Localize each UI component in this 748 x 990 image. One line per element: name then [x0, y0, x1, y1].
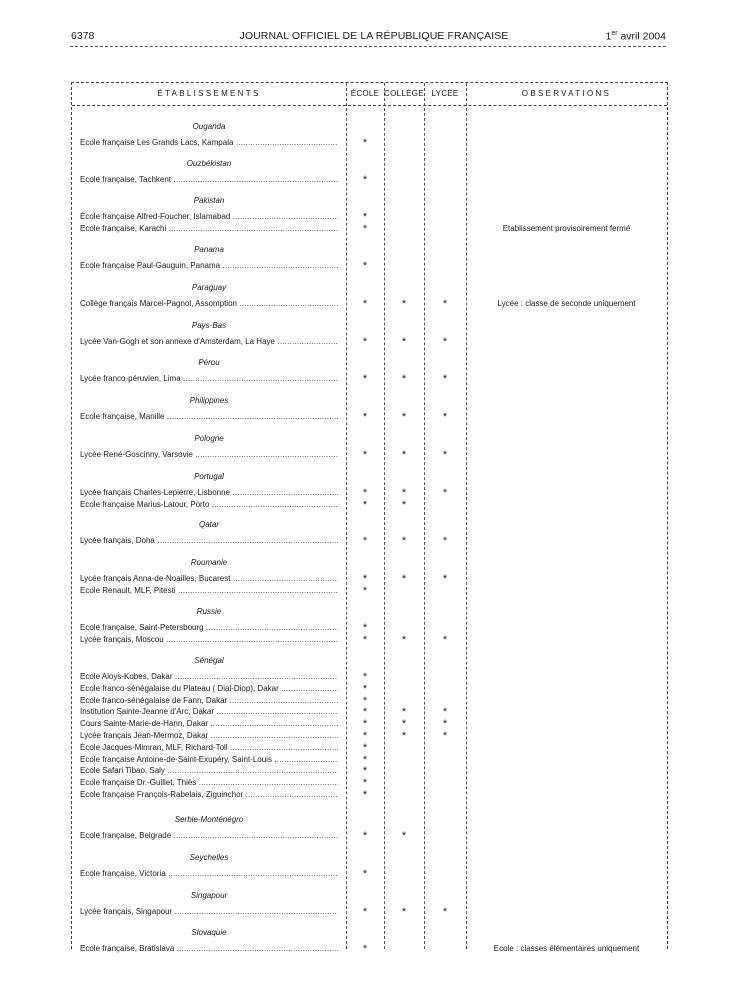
lycee-mark: *	[442, 906, 448, 918]
establishment-name: Ecole française, Victoria .....	[80, 868, 338, 879]
establishment-name: École française Alfred-Foucher, Islamabad .....	[80, 211, 338, 222]
country-heading: Pérou	[198, 358, 220, 367]
establishment-name: Ecole franco-sénégalaise de Fann, Dakar .....	[80, 695, 338, 706]
ecole-mark: *	[362, 174, 368, 186]
ecole-mark: *	[362, 906, 368, 918]
country-heading: Seychelles	[189, 853, 229, 862]
page-number: 6378	[71, 30, 95, 42]
ecole-mark: *	[362, 943, 368, 955]
ecole-mark: *	[362, 498, 368, 511]
college-mark: *	[401, 336, 407, 348]
ecole-mark: *	[362, 671, 368, 683]
column-header-observations: OBSERVATIONS	[521, 89, 612, 98]
ecole-mark: *	[362, 830, 368, 842]
lycee-mark: *	[442, 449, 448, 461]
establishment-name: Lycée Van-Gogh et son annexe d'Amsterdam, La Haye .....	[80, 336, 338, 347]
college-mark: *	[401, 498, 407, 511]
ecole-mark: *	[362, 373, 368, 385]
lycee-mark: *	[442, 573, 448, 585]
ecole-mark: *	[362, 718, 368, 731]
college-mark: *	[401, 373, 407, 385]
establishment-name: Ecole Aloys-Kobes, Dakar .....	[80, 671, 338, 682]
ecole-mark: *	[362, 260, 368, 272]
country-heading: Portugal	[194, 472, 224, 481]
college-mark: *	[401, 830, 407, 842]
lycee-mark: *	[442, 373, 448, 385]
date-rest: avril 2004	[617, 30, 666, 43]
ecole-mark: *	[362, 622, 368, 634]
date-day: 1	[605, 30, 612, 43]
establishments-table	[71, 82, 668, 955]
lycee-mark: *	[442, 718, 448, 731]
college-mark: *	[401, 411, 407, 423]
country-heading: Roumanie	[190, 558, 228, 567]
establishment-name: Ecole française, Karachi .....	[80, 223, 338, 234]
lycee-mark: *	[442, 633, 448, 646]
ecole-mark: *	[362, 584, 368, 597]
college-mark: *	[401, 487, 407, 499]
country-heading: Qatar	[198, 520, 219, 529]
country-heading: Slovaquie	[191, 928, 227, 937]
column-header-lycee: LYCÉE	[431, 89, 459, 98]
college-mark: *	[401, 298, 407, 310]
journal-title: JOURNAL OFFICIEL DE LA RÉPUBLIQUE FRANÇAISE	[239, 30, 509, 42]
establishment-name: Ecole française Antoine-de-Saint-Exupéry, Saint-Louis .....	[80, 754, 338, 765]
lycee-mark: *	[442, 336, 448, 348]
establishment-name: Ecole française François-Rabelais, Ziguinchor .....	[80, 789, 338, 800]
issue-date	[605, 30, 666, 43]
establishment-name: Ecole française Dr.-Guillet, Thiès .....	[80, 777, 338, 788]
establishment-name: Ecole française, Saint-Petersbourg .....	[80, 622, 338, 633]
establishment-name: Lycée français Anna-de-Noailles, Bucarest .....	[80, 573, 338, 584]
college-mark: *	[401, 633, 407, 646]
establishment-name: Lycée français Jean-Mermoz, Dakar .....	[80, 730, 338, 741]
ecole-mark: *	[362, 449, 368, 461]
country-heading: Pays-Bas	[191, 321, 227, 330]
establishment-name: Ecole française, Tachkent .....	[80, 174, 338, 185]
country-heading: Russie	[196, 607, 222, 616]
establishment-name: Lycée René-Goscinny, Varsovie .....	[80, 449, 338, 460]
ecole-mark: *	[362, 753, 368, 766]
country-heading: Pakistan	[193, 196, 225, 205]
country-heading: Pologne	[194, 434, 224, 443]
establishment-name: École Jacques-Mimran, MLF, Richard-Toll .....	[80, 742, 338, 753]
lycee-mark: *	[442, 487, 448, 499]
establishment-name: Lycée français Charles-Lepierre, Lisbonne .....	[80, 487, 338, 498]
ecole-mark: *	[362, 411, 368, 423]
establishment-name: Lycée français, Doha .....	[80, 535, 338, 546]
establishment-name: Ecole française, Manille .....	[80, 411, 338, 422]
college-mark: *	[401, 906, 407, 918]
establishment-name: Collège français Marcel-Pagnol, Assomption .....	[80, 298, 338, 309]
country-heading: Philippines	[189, 396, 229, 405]
country-heading: Singapour	[190, 891, 228, 900]
college-mark: *	[401, 706, 407, 719]
establishment-name: Ecole franco-sénégalaise du Plateau ( Dial-Diop), Dakar .....	[80, 683, 338, 694]
ecole-mark: *	[362, 730, 368, 742]
ecole-mark: *	[362, 336, 368, 348]
ecole-mark: *	[362, 573, 368, 585]
establishment-name: Ecole française Les Grands Lacs, Kampala .....	[80, 137, 338, 148]
header-rule	[70, 46, 666, 47]
ecole-mark: *	[362, 487, 368, 499]
country-heading: Ouzbékistan	[186, 159, 232, 168]
observation-text: Etablissement provisoirement fermé	[502, 223, 631, 233]
establishment-name: Cours Sainte-Marie-de-Hann, Dakar .....	[80, 718, 338, 729]
country-heading: Serbie-Monténégro	[174, 815, 244, 824]
observation-text: Lycée : classe de seconde uniquement	[497, 299, 636, 308]
establishment-name: Ecole Safari Tibao, Saly .....	[80, 765, 338, 776]
lycee-mark: *	[442, 411, 448, 423]
ecole-mark: *	[362, 777, 368, 790]
lycee-mark: *	[442, 706, 448, 719]
establishment-name: Lycée français, Singapour .....	[80, 906, 338, 917]
ecole-mark: *	[362, 765, 368, 778]
column-header-ecole: ÉCOLE	[350, 89, 380, 98]
ecole-mark: *	[362, 682, 368, 695]
ecole-mark: *	[362, 633, 368, 646]
ecole-mark: *	[362, 868, 368, 880]
observation-text: Ecole : classes élémentaires uniquement	[493, 944, 640, 953]
establishment-name: Ecole Renault, MLF, Pitesti .....	[80, 585, 338, 596]
ecole-mark: *	[362, 137, 368, 149]
country-heading: Panama	[194, 245, 224, 254]
college-mark: *	[401, 535, 407, 547]
column-header-establishments: ÉTABLISSEMENTS	[157, 89, 261, 98]
establishment-name: Lycée franco-péruvien, Lima .....	[80, 373, 338, 384]
ecole-mark: *	[362, 211, 368, 223]
country-heading: Paraguay	[191, 283, 227, 292]
establishment-name: Ecole française, Belgrade .....	[80, 830, 338, 841]
ecole-mark: *	[362, 535, 368, 547]
date-superscript: er	[611, 30, 618, 37]
college-mark: *	[401, 573, 407, 585]
column-header-college: COLLÈGE	[384, 89, 424, 98]
establishment-name: Ecole française Paul-Gauguin, Panama .....	[80, 260, 338, 271]
college-mark: *	[401, 718, 407, 731]
lycee-mark: *	[442, 730, 448, 742]
lycee-mark: *	[442, 535, 448, 547]
college-mark: *	[401, 730, 407, 742]
table-body	[72, 83, 667, 955]
country-heading: Ouganda	[192, 122, 226, 131]
ecole-mark: *	[362, 222, 368, 235]
establishment-name: Ecole française Marius-Latour, Porto .....	[80, 499, 338, 510]
lycee-mark: *	[442, 298, 448, 310]
ecole-mark: *	[362, 741, 368, 754]
establishment-name: Ecole française, Bratislava .....	[80, 943, 338, 954]
establishment-name: Lycée français, Moscou .....	[80, 634, 338, 645]
ecole-mark: *	[362, 789, 368, 801]
country-heading: Sénégal	[194, 656, 224, 665]
ecole-mark: *	[362, 694, 368, 707]
establishment-name: Institution Sainte-Jeanne d'Arc, Dakar .....	[80, 706, 338, 717]
college-mark: *	[401, 449, 407, 461]
ecole-mark: *	[362, 706, 368, 719]
ecole-mark: *	[362, 298, 368, 310]
